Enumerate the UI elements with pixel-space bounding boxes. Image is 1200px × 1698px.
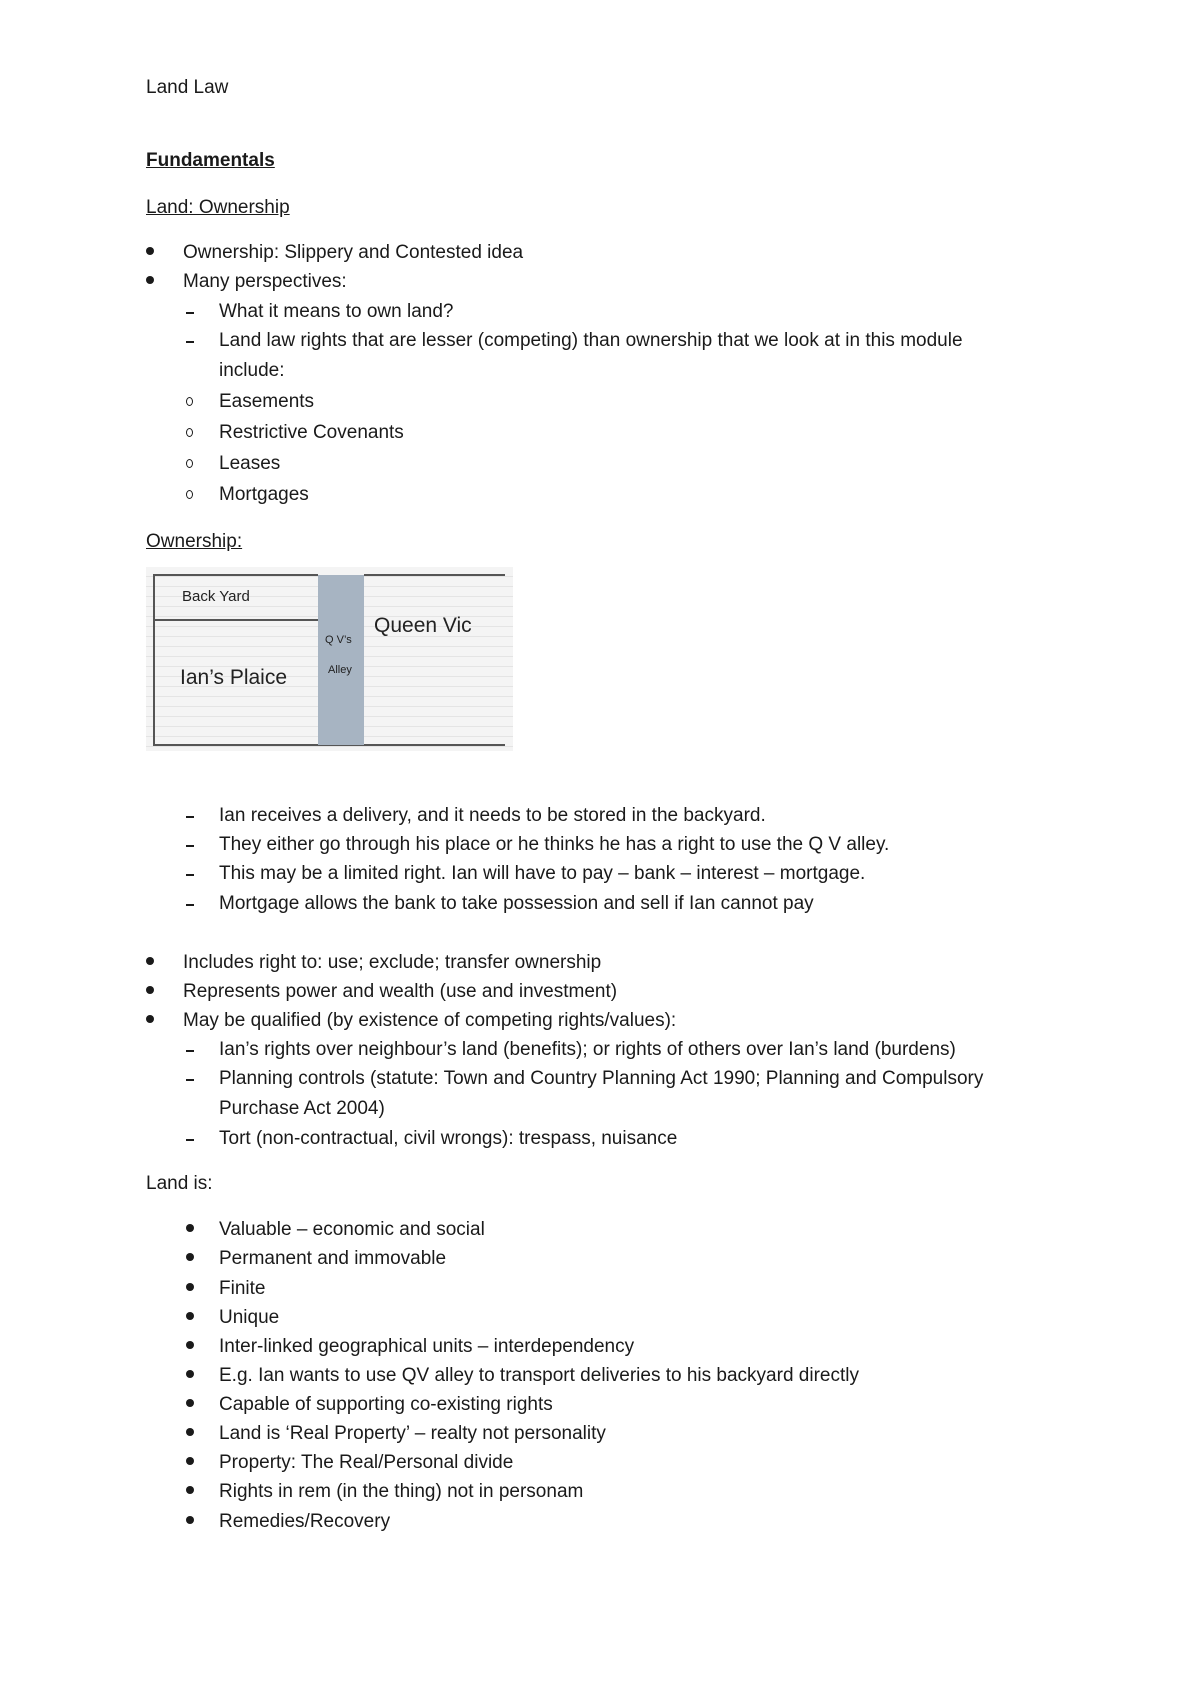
- diagram-border-left: [153, 574, 155, 745]
- list-item: Land law rights that are lesser (competing) than ownership that we look at in this module: [219, 330, 963, 351]
- bullet-marker: [186, 1224, 194, 1232]
- list-item: Remedies/Recovery: [219, 1511, 391, 1532]
- list-item: Mortgages: [219, 484, 309, 505]
- qv-alley-label-line2: Alley: [328, 664, 352, 676]
- ians-plaice-label: Ian’s Plaice: [180, 666, 288, 689]
- subheading-land-is: Land is:: [146, 1173, 213, 1194]
- list-item: Valuable – economic and social: [219, 1219, 485, 1240]
- dash-marker: [186, 312, 194, 314]
- back-yard-label: Back Yard: [182, 588, 250, 605]
- list-item: Inter-linked geographical units – interdependency: [219, 1336, 635, 1357]
- list-item: What it means to own land?: [219, 301, 454, 322]
- list-item: Permanent and immovable: [219, 1248, 447, 1269]
- dash-marker: [186, 1139, 194, 1141]
- list-item: Easements: [219, 391, 315, 412]
- list-item: Ian receives a delivery, and it needs to be stored in the backyard.: [219, 805, 766, 826]
- bullet-marker: [186, 1516, 194, 1524]
- bullet-marker: [146, 276, 154, 284]
- qv-alley-strip: [318, 575, 364, 745]
- section-heading-fundamentals: Fundamentals: [146, 150, 275, 171]
- dash-marker: [186, 1050, 194, 1052]
- list-item: Ownership: Slippery and Contested idea: [183, 242, 524, 263]
- list-item: May be qualified (by existence of competing rights/values):: [183, 1010, 677, 1031]
- list-item-continuation: Purchase Act 2004): [219, 1098, 385, 1119]
- list-item: Planning controls (statute: Town and Country Planning Act 1990; Planning and Compulsory: [219, 1068, 984, 1089]
- ownership-diagram: [146, 567, 513, 751]
- list-item: Capable of supporting co-existing rights: [219, 1394, 553, 1415]
- list-item: Rights in rem (in the thing) not in personam: [219, 1481, 584, 1502]
- list-item: Restrictive Covenants: [219, 422, 404, 443]
- list-item: Finite: [219, 1278, 266, 1299]
- diagram-border-top-right: [364, 574, 505, 576]
- bullet-marker: [186, 1283, 194, 1291]
- list-item: Tort (non-contractual, civil wrongs): trespass, nuisance: [219, 1128, 678, 1149]
- list-item: Unique: [219, 1307, 280, 1328]
- dash-marker: [186, 845, 194, 847]
- bullet-marker: [186, 1370, 194, 1378]
- circle-marker: [186, 428, 193, 437]
- bullet-marker: [186, 1486, 194, 1494]
- dash-marker: [186, 1079, 194, 1081]
- subheading-ownership: Ownership:: [146, 531, 243, 552]
- list-item: Property: The Real/Personal divide: [219, 1452, 514, 1473]
- list-item-continuation: include:: [219, 360, 285, 381]
- list-item: Many perspectives:: [183, 271, 347, 292]
- document-title: Land Law: [146, 77, 229, 98]
- subheading-land-ownership: Land: Ownership: [146, 197, 290, 218]
- list-item: E.g. Ian wants to use QV alley to transport deliveries to his backyard directly: [219, 1365, 859, 1386]
- list-item: Includes right to: use; exclude; transfer ownership: [183, 952, 602, 973]
- bullet-marker: [146, 957, 154, 965]
- circle-marker: [186, 490, 193, 499]
- list-item: Mortgage allows the bank to take possession and sell if Ian cannot pay: [219, 893, 814, 914]
- list-item: Land is ‘Real Property’ – realty not personality: [219, 1423, 606, 1444]
- dash-marker: [186, 341, 194, 343]
- list-item: This may be a limited right. Ian will have to pay – bank – interest – mortgage.: [219, 863, 866, 884]
- bullet-marker: [146, 1015, 154, 1023]
- bullet-marker: [186, 1399, 194, 1407]
- diagram-divider: [153, 619, 318, 621]
- dash-marker: [186, 904, 194, 906]
- bullet-marker: [146, 986, 154, 994]
- list-item: They either go through his place or he thinks he has a right to use the Q V alley.: [219, 834, 890, 855]
- bullet-marker: [186, 1253, 194, 1261]
- circle-marker: [186, 397, 193, 406]
- circle-marker: [186, 459, 193, 468]
- dash-marker: [186, 816, 194, 818]
- bullet-marker: [146, 247, 154, 255]
- bullet-marker: [186, 1312, 194, 1320]
- list-item: Leases: [219, 453, 281, 474]
- list-item: Ian’s rights over neighbour’s land (benefits); or rights of others over Ian’s land (burdens): [219, 1039, 956, 1060]
- bullet-marker: [186, 1457, 194, 1465]
- dash-marker: [186, 874, 194, 876]
- qv-alley-label-line1: Q V’s: [325, 634, 352, 646]
- bullet-marker: [186, 1428, 194, 1436]
- bullet-marker: [186, 1341, 194, 1349]
- queen-vic-label: Queen Vic: [374, 614, 472, 637]
- diagram-border-top: [153, 574, 318, 576]
- list-item: Represents power and wealth (use and investment): [183, 981, 618, 1002]
